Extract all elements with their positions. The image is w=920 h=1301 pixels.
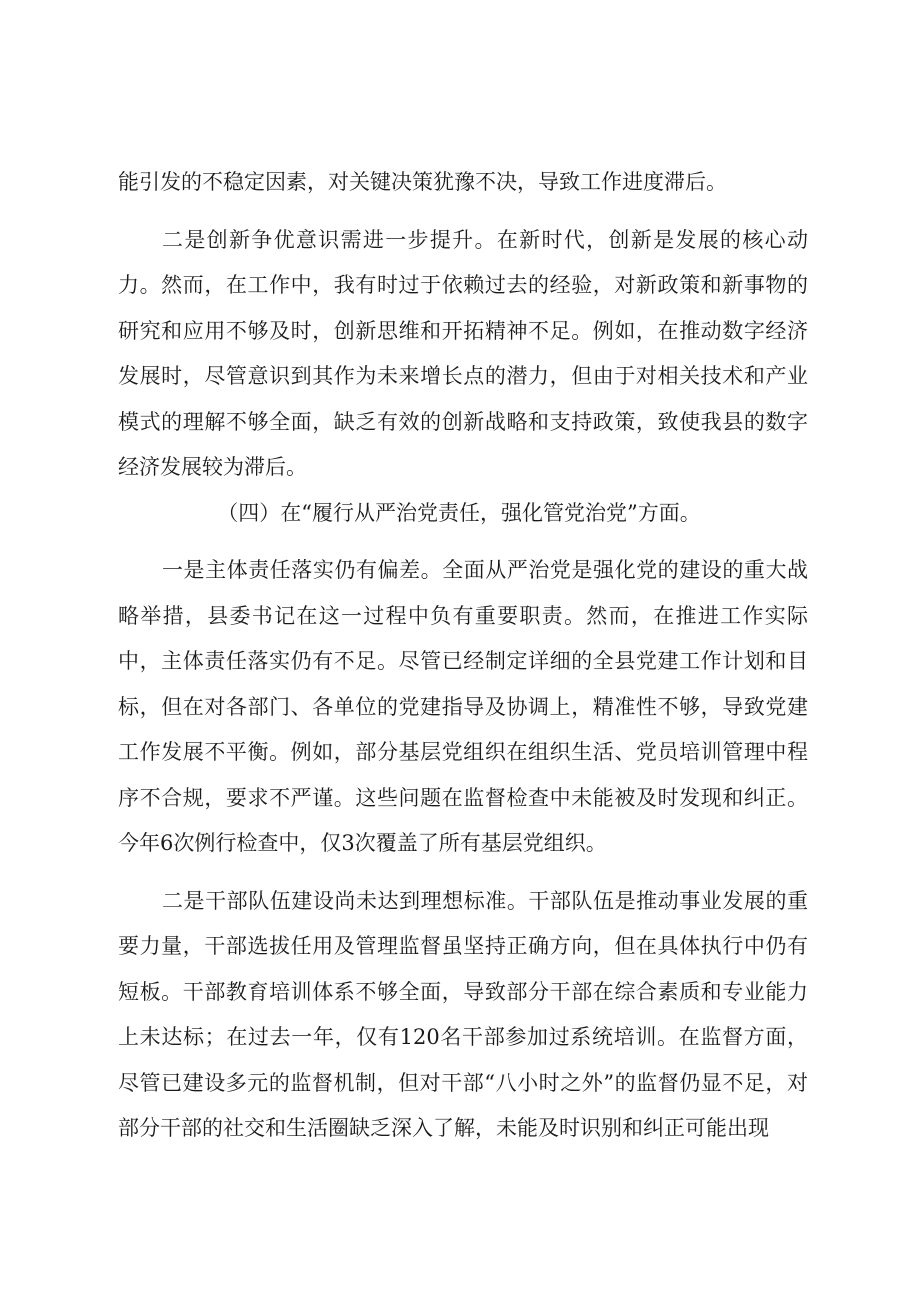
section-heading-four: （四）在“履行从严治党责任，强化管党治党”方面。: [217, 500, 701, 525]
paragraph-cadre-team: 二是干部队伍建设尚未达到理想标准。干部队伍是推动事业发展的重要力量，干部选拔任用及管理监督虽坚持正确方向，但在具体执行中仍有短板。干部教育培训体系不够全面，导致部分干部在综合素质和专业能力上未达标；在过去一年，仅有120名干部参加过系统培训。在监督方面，尽管已建设多元的监督机制，但对干部“八小时之外”的监督仍显不足，对部分干部的社交和生活圈缺乏深入了解，未能及时识别和纠正可能出现: [118, 888, 808, 1140]
paragraph-continuation: 能引发的不稳定因素，对关键决策犹豫不决，导致工作进度滞后。: [118, 170, 727, 194]
paragraph-main-responsibility: 一是主体责任落实仍有偏差。全面从严治党是强化党的建设的重大战略举措，县委书记在这一过程中负有重要职责。然而，在推进工作实际中，主体责任落实仍有不足。尽管已经制定详细的全县党建工作计划和目标，但在对各部门、各单位的党建指导及协调上，精准性不够，导致党建工作发展不平衡。例如，部分基层党组织在组织生活、党员培训管理中程序不合规，要求不严谨。这些问题在监督检查中未能被及时发现和纠正。今年6次例行检查中，仅3次覆盖了所有基层党组织。: [118, 558, 808, 855]
paragraph-innovation: 二是创新争优意识需进一步提升。在新时代，创新是发展的核心动力。然而，在工作中，我有时过于依赖过去的经验，对新政策和新事物的研究和应用不够及时，创新思维和开拓精神不足。例如，在推动数字经济发展时，尽管意识到其作为未来增长点的潜力，但由于对相关技术和产业模式的理解不够全面，缺乏有效的创新战略和支持政策，致使我县的数字经济发展较为滞后。: [118, 227, 808, 479]
document-body: [118, 160, 808, 1152]
